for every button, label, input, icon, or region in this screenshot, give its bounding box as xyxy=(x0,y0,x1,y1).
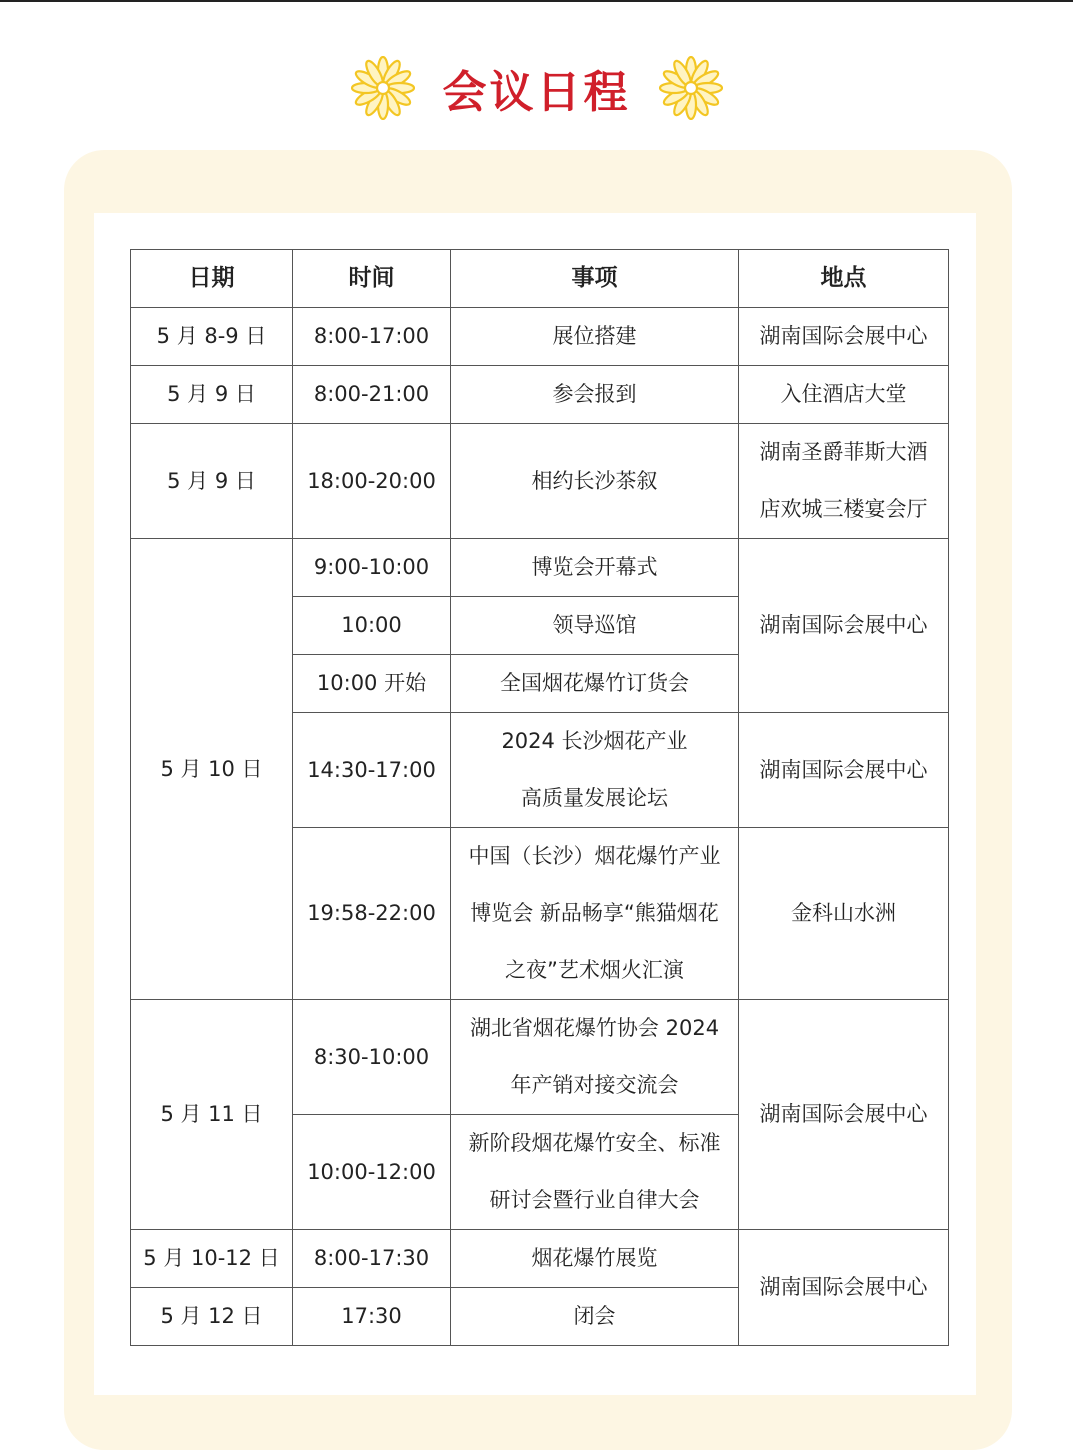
item-text: 研讨会暨行业自律大会 xyxy=(489,1188,700,1212)
date-cell: 5 月 12 日 xyxy=(131,1288,293,1346)
table-row xyxy=(131,424,949,539)
time-cell: 9:00-10:00 xyxy=(293,539,451,597)
place-cell xyxy=(739,308,949,366)
date-cell: 5 月 9 日 xyxy=(131,424,293,539)
table-row xyxy=(131,366,949,424)
table-row xyxy=(131,539,949,597)
item-cell xyxy=(451,1288,739,1346)
item-cell xyxy=(451,308,739,366)
header-place: 地点 xyxy=(739,250,949,308)
place-cell xyxy=(739,1000,949,1230)
item-cell xyxy=(451,713,739,828)
place-cell xyxy=(739,366,949,424)
schedule-table xyxy=(130,249,949,1346)
date-cell: 5 月 10 日 xyxy=(131,539,293,1000)
place-text: 店欢城三楼宴会厅 xyxy=(759,497,928,521)
item-cell xyxy=(451,424,739,539)
header-item: 事项 xyxy=(451,250,739,308)
item-text: 相约长沙茶叙 xyxy=(531,468,658,493)
item-text: 年产销对接交流会 xyxy=(510,1073,679,1097)
item-text: 展位搭建 xyxy=(552,324,637,348)
flower-icon xyxy=(659,56,723,120)
header-time: 时间 xyxy=(293,250,451,308)
place-text: 湖南国际会展中心 xyxy=(759,757,928,782)
item-cell xyxy=(451,655,739,713)
time-cell: 19:58-22:00 xyxy=(293,828,451,1000)
item-text: 烟花爆竹展览 xyxy=(531,1246,658,1270)
flower-icon xyxy=(351,56,415,120)
time-cell: 8:00-21:00 xyxy=(293,366,451,424)
item-cell xyxy=(451,1000,739,1115)
place-cell xyxy=(739,713,949,828)
item-text: 博览会 新品畅享“熊猫烟花 xyxy=(470,901,719,925)
place-text: 湖南圣爵菲斯大酒 xyxy=(759,440,928,464)
top-border-line xyxy=(0,0,1073,2)
item-cell xyxy=(451,597,739,655)
place-cell xyxy=(739,1230,949,1346)
place-text: 湖南国际会展中心 xyxy=(759,1102,928,1126)
item-text: 领导巡馆 xyxy=(552,613,637,637)
item-text: 参会报到 xyxy=(552,382,637,406)
table-row xyxy=(131,1000,949,1115)
place-cell xyxy=(739,828,949,1000)
place-text: 金科山水洲 xyxy=(791,901,896,925)
item-text: 2024 长沙烟花产业 xyxy=(501,729,688,753)
time-cell: 10:00 xyxy=(293,597,451,655)
item-text: 高质量发展论坛 xyxy=(521,786,668,810)
item-text: 之夜”艺术烟火汇演 xyxy=(505,958,684,982)
table-header-row xyxy=(131,250,949,308)
date-cell: 5 月 10-12 日 xyxy=(131,1230,293,1288)
page-header xyxy=(0,48,1073,128)
item-text: 博览会开幕式 xyxy=(531,555,658,579)
time-cell: 8:00-17:30 xyxy=(293,1230,451,1288)
time-cell: 10:00-12:00 xyxy=(293,1115,451,1230)
place-cell xyxy=(739,539,949,713)
header-date: 日期 xyxy=(131,250,293,308)
item-text: 闭会 xyxy=(573,1304,616,1328)
item-cell xyxy=(451,366,739,424)
item-text: 全国烟花爆竹订货会 xyxy=(500,671,689,695)
time-cell: 8:00-17:00 xyxy=(293,308,451,366)
item-text: 湖北省烟花爆竹协会 2024 xyxy=(469,1016,720,1040)
time-cell: 17:30 xyxy=(293,1288,451,1346)
item-text: 中国（长沙）烟花爆竹产业 xyxy=(468,844,721,868)
item-cell xyxy=(451,1115,739,1230)
time-cell: 18:00-20:00 xyxy=(293,424,451,539)
place-cell xyxy=(739,424,949,539)
place-text: 入住酒店大堂 xyxy=(780,382,907,406)
item-text: 新阶段烟花爆竹安全、标准 xyxy=(468,1131,721,1155)
time-cell: 8:30-10:00 xyxy=(293,1000,451,1115)
place-text: 湖南国际会展中心 xyxy=(759,613,928,637)
table-row xyxy=(131,308,949,366)
item-cell xyxy=(451,828,739,1000)
page-title: 会议日程 xyxy=(442,67,631,118)
date-cell: 5 月 8-9 日 xyxy=(131,308,293,366)
time-cell: 10:00 开始 xyxy=(293,655,451,713)
place-text: 湖南国际会展中心 xyxy=(759,1275,928,1299)
time-cell: 14:30-17:00 xyxy=(293,713,451,828)
date-cell: 5 月 11 日 xyxy=(131,1000,293,1230)
place-text: 湖南国际会展中心 xyxy=(759,324,928,348)
date-cell: 5 月 9 日 xyxy=(131,366,293,424)
table-row xyxy=(131,1230,949,1288)
item-cell xyxy=(451,1230,739,1288)
item-cell xyxy=(451,539,739,597)
